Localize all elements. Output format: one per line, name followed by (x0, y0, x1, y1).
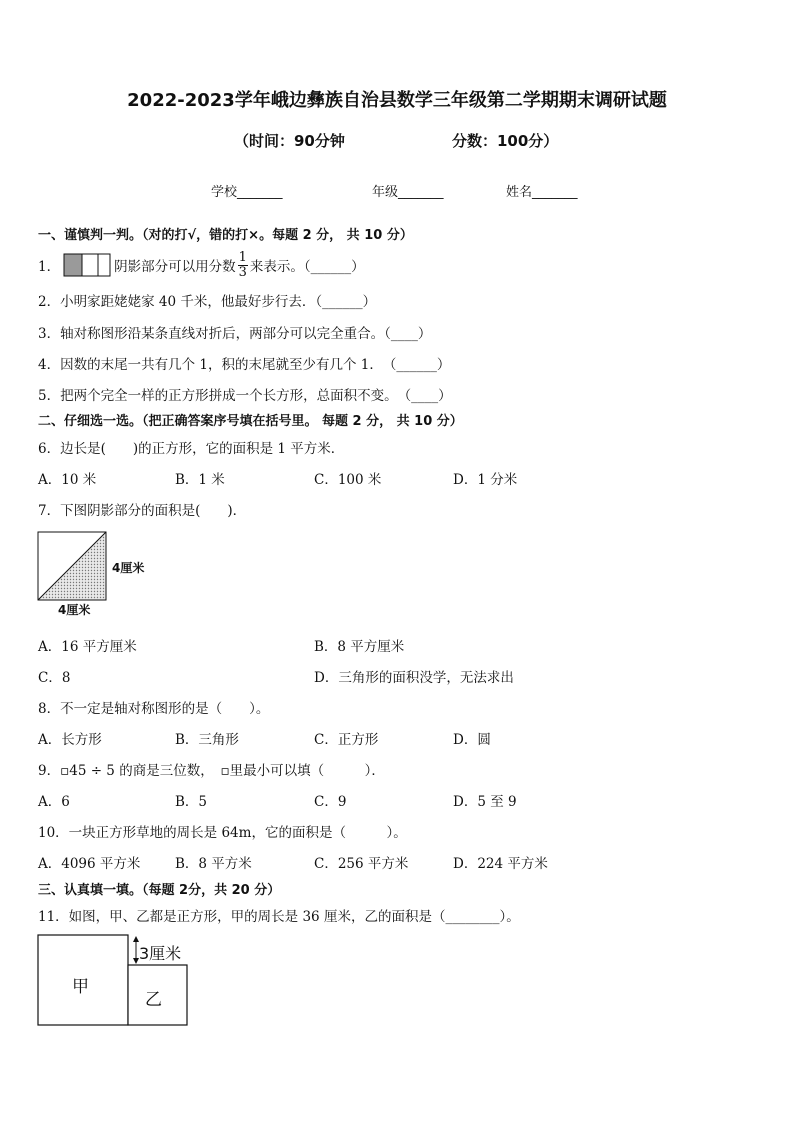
question-1-text: 阴影部分可以用分数 (114, 259, 236, 275)
question-1 (38, 249, 365, 280)
question-7: 7．下图阴影部分的面积是( )． (38, 503, 247, 519)
question-9: 9．▫45 ÷ 5 的商是三位数， ▫里最小可以填（ ）． (38, 763, 385, 779)
school-field: 学校_______ (211, 185, 283, 200)
grade-field: 年级_______ (372, 185, 444, 200)
page-title: 2022-2023学年峨边彝族自治县数学三年级第二学期期末调研试题 (127, 90, 667, 111)
label-jia: 甲 (72, 977, 89, 997)
q8-option-b: B．三角形 (175, 732, 239, 748)
q10-option-c: C．256 平方米 (314, 856, 409, 872)
section-1-heading: 一、谨慎判一判。（对的打√，错的打×。每题 2 分， 共 10 分） (38, 228, 413, 243)
label-yi: 乙 (145, 990, 162, 1010)
fraction-numerator: 1 (238, 249, 247, 265)
q7-square-figure (36, 530, 112, 602)
q9-option-b: B．5 (175, 794, 208, 810)
question-1-answer: 来表示。（______） (249, 259, 365, 275)
q8-option-c: C．正方形 (314, 732, 379, 748)
question-8: 8．不一定是轴对称图形的是（ ）。 (38, 701, 270, 717)
q6-option-d: D．1 分米 (453, 472, 518, 488)
blank-part (82, 254, 98, 276)
q6-option-a: A．10 米 (38, 472, 97, 488)
q8-option-d: D．圆 (453, 732, 491, 748)
fraction-one-third (238, 251, 248, 280)
blank-part (98, 254, 110, 276)
section-2-heading: 二、仔细选一选。（把正确答案序号填在括号里。 每题 2 分， 共 10 分） (38, 414, 463, 429)
question-11: 11．如图，甲、乙都是正方形，甲的周长是 36 厘米，乙的面积是（________）。 (38, 909, 520, 925)
q7-side-label: 4厘米 (112, 561, 145, 575)
shaded-part (64, 254, 82, 276)
section-3-heading: 三、认真填一填。（每题 2分，共 20 分） (38, 883, 281, 898)
name-field: 姓名_______ (506, 185, 578, 200)
q7-option-b: B．8 平方厘米 (314, 639, 405, 655)
question-2: 2．小明家距姥姥家 40 千米，他最好步行去．（______） (38, 294, 377, 310)
question-3: 3．轴对称图形沿某条直线对折后，两部分可以完全重合。（____） (38, 326, 432, 342)
q9-option-d: D．5 至 9 (453, 794, 517, 810)
label-3cm: 3厘米 (139, 944, 182, 963)
q10-option-d: D．224 平方米 (453, 856, 548, 872)
q7-option-c: C．8 (38, 670, 71, 686)
question-1-number: 1． (38, 259, 61, 275)
q9-option-a: A．6 (38, 794, 70, 810)
exam-score: 分数：100分） (452, 132, 559, 150)
q9-option-c: C．9 (314, 794, 347, 810)
fraction-denominator: 3 (238, 264, 247, 280)
q7-option-d: D．三角形的面积没学，无法求出 (314, 670, 514, 686)
q7-option-a: A．16 平方厘米 (38, 639, 137, 655)
question-5: 5．把两个完全一样的正方形拼成一个长方形，总面积不变。 （____） (38, 388, 452, 404)
question-6: 6．边长是( )的正方形，它的面积是 1 平方米． (38, 441, 345, 457)
q7-bottom-label: 4厘米 (58, 603, 91, 617)
fraction-bar-figure (62, 253, 112, 277)
question-10: 10．一块正方形草地的周长是 64m，它的面积是（ ）。 (38, 825, 407, 841)
exam-time: （时间：90分钟 (234, 132, 345, 150)
q6-option-c: C．100 米 (314, 472, 382, 488)
q8-option-a: A．长方形 (38, 732, 102, 748)
q6-option-b: B．1 米 (175, 472, 225, 488)
question-4: 4．因数的末尾一共有几个 1，积的末尾就至少有几个 1． （______） (38, 357, 451, 373)
q10-option-a: A．4096 平方米 (38, 856, 141, 872)
q10-option-b: B．8 平方米 (175, 856, 252, 872)
